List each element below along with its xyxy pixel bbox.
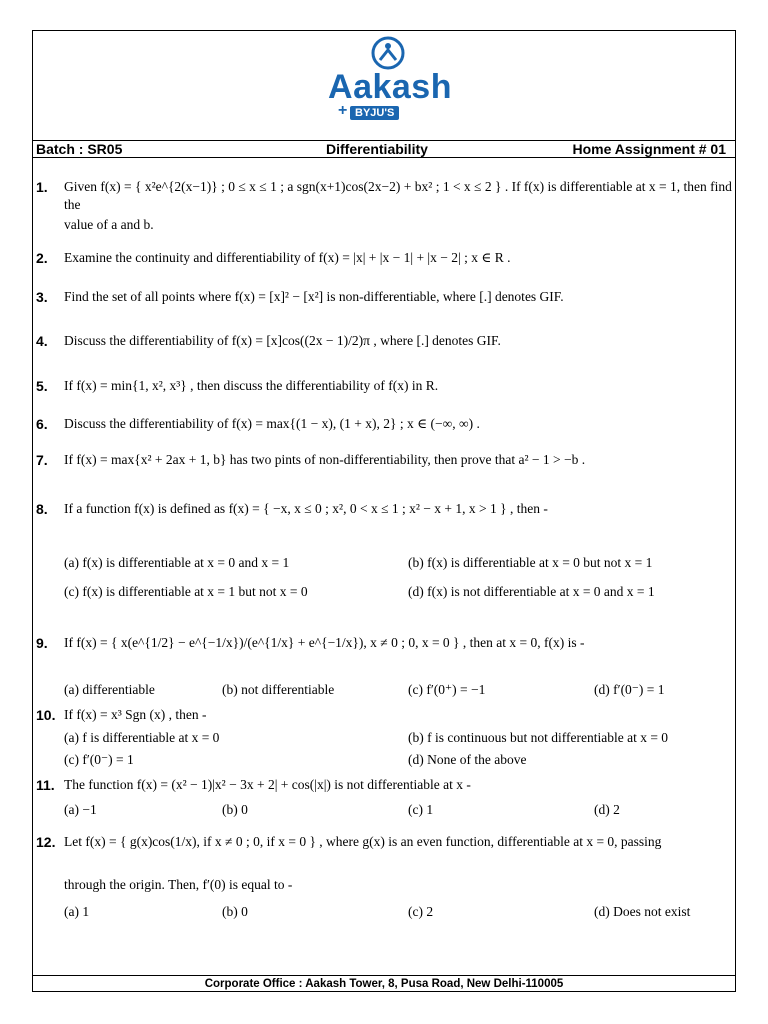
q8-option-d[interactable]: (d) f(x) is not differentiable at x = 0 and x = 1: [408, 584, 655, 599]
question-number: 3.: [36, 289, 48, 305]
q11-option-a[interactable]: (a) −1: [64, 802, 97, 817]
aakash-mark-icon: [370, 36, 406, 70]
footer-divider: [32, 975, 736, 976]
question-number: 12.: [36, 834, 56, 850]
q8-option-c[interactable]: (c) f(x) is differentiable at x = 1 but not x = 0: [64, 584, 308, 599]
question-text: Discuss the differentiability of f(x) = [x]cos((2x − 1)/2)π , where [.] denotes GIF.: [64, 333, 501, 348]
q12-option-c[interactable]: (c) 2: [408, 904, 434, 919]
q10-option-b[interactable]: (b) f is continuous but not differentiable at x = 0: [408, 730, 669, 745]
question-number: 11.: [36, 777, 55, 793]
question-text: through the origin. Then, f′(0) is equal to -: [64, 877, 293, 892]
question-number: 9.: [36, 635, 48, 651]
question-text: If f(x) = max{x² + 2ax + 1, b} has two pints of non-differentiability, then prove that a² − 1 > −b .: [64, 452, 586, 467]
question-text: If f(x) = min{1, x², x³} , then discuss the differentiability of f(x) in R.: [64, 378, 439, 393]
q11-option-d[interactable]: (d) 2: [594, 802, 620, 817]
header-row: [32, 140, 736, 158]
question-text: Given f(x) = { x²e^{2(x−1)} ; 0 ≤ x ≤ 1 ; a sgn(x+1)cos(2x−2) + bx² ; 1 < x ≤ 2 } . If f(x) is differentiable at x = 1, then find the: [64, 179, 732, 212]
question-number: 2.: [36, 250, 48, 266]
q12-option-a[interactable]: (a) 1: [64, 904, 90, 919]
question-number: 6.: [36, 416, 48, 432]
question-number: 8.: [36, 501, 48, 517]
question-text: If f(x) = x³ Sgn (x) , then -: [64, 707, 207, 722]
assignment-label: Home Assignment # 01: [572, 141, 726, 157]
byjus-badge: BYJU'S: [350, 106, 399, 120]
q9-option-a[interactable]: (a) differentiable: [64, 682, 155, 697]
q8-option-a[interactable]: (a) f(x) is differentiable at x = 0 and x = 1: [64, 555, 290, 570]
question-text: Discuss the differentiability of f(x) = max{(1 − x), (1 + x), 2} ; x ∈ (−∞, ∞) .: [64, 416, 480, 431]
q11-option-b[interactable]: (b) 0: [222, 802, 248, 817]
question-text: If f(x) = { x(e^{1/2} − e^{−1/x})/(e^{1/x} + e^{−1/x}), x ≠ 0 ; 0, x = 0 } , then at x = 0, f(x) is -: [64, 635, 585, 650]
question-text: Examine the continuity and differentiability of f(x) = |x| + |x − 1| + |x − 2| ; x ∈ R .: [64, 250, 511, 265]
q9-option-c[interactable]: (c) f′(0⁺) = −1: [408, 682, 486, 697]
footer-address: Corporate Office : Aakash Tower, 8, Pusa Road, New Delhi-110005: [204, 978, 564, 990]
q10-option-d[interactable]: (d) None of the above: [408, 752, 527, 767]
q10-option-a[interactable]: (a) f is differentiable at x = 0: [64, 730, 220, 745]
plus-sign: +: [338, 102, 348, 119]
question-number: 5.: [36, 378, 48, 394]
q9-option-b[interactable]: (b) not differentiable: [222, 682, 335, 697]
question-text: The function f(x) = (x² − 1)|x² − 3x + 2| + cos(|x|) is not differentiable at x -: [64, 777, 471, 792]
q10-option-c[interactable]: (c) f′(0⁻) = 1: [64, 752, 134, 767]
question-text: If a function f(x) is defined as f(x) = { −x, x ≤ 0 ; x², 0 < x ≤ 1 ; x² − x + 1, x > 1 } , then -: [64, 501, 548, 516]
question-text: Let f(x) = { g(x)cos(1/x), if x ≠ 0 ; 0, if x = 0 } , where g(x) is an even function, differentiable at x = 0, passing: [64, 834, 662, 849]
brand-name: Aakash: [328, 68, 452, 106]
batch-label: Batch : SR05: [36, 141, 123, 157]
topic-title: Differentiability: [326, 141, 428, 157]
question-number: 10.: [36, 707, 56, 723]
question-number: 7.: [36, 452, 48, 468]
question-text: value of a and b.: [64, 217, 154, 232]
q12-option-d[interactable]: (d) Does not exist: [594, 904, 691, 919]
q11-option-c[interactable]: (c) 1: [408, 802, 434, 817]
q12-option-b[interactable]: (b) 0: [222, 904, 248, 919]
question-number: 4.: [36, 333, 48, 349]
aakash-logo: [320, 34, 460, 124]
q9-option-d[interactable]: (d) f′(0⁻) = 1: [594, 682, 665, 697]
question-text: Find the set of all points where f(x) = [x]² − [x²] is non-differentiable, where [.] denotes GIF.: [64, 289, 564, 304]
q8-option-b[interactable]: (b) f(x) is differentiable at x = 0 but not x = 1: [408, 555, 653, 570]
question-number: 1.: [36, 179, 48, 195]
